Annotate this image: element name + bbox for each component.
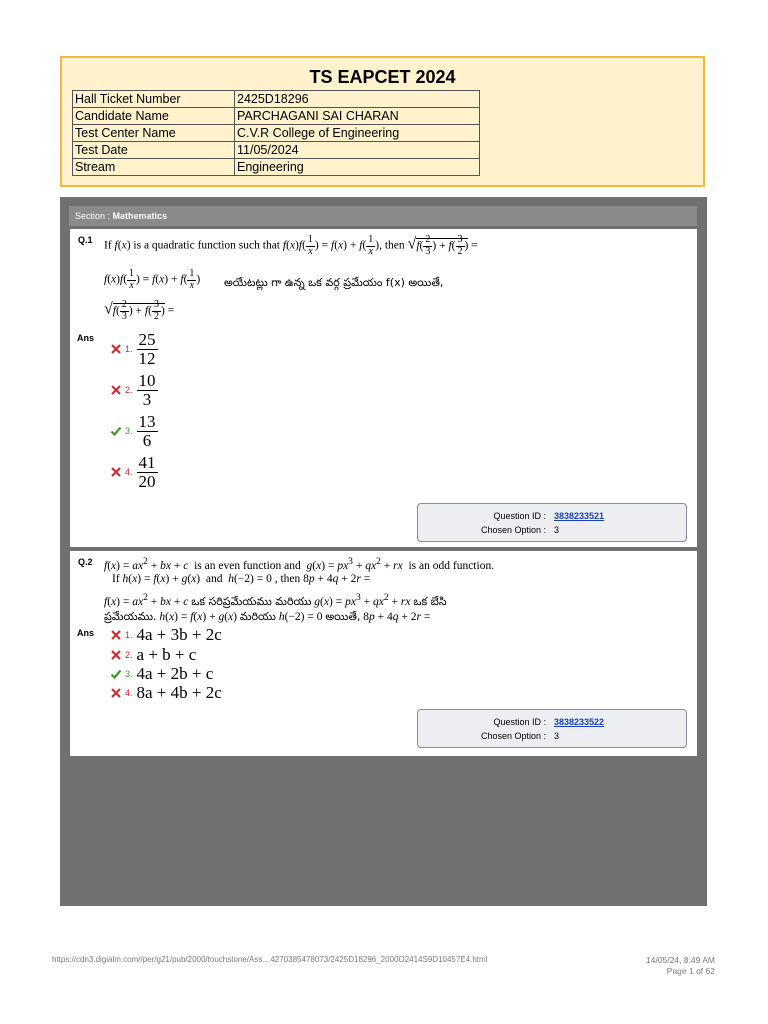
- cross-icon: [110, 629, 122, 641]
- info-label: Stream: [73, 159, 235, 176]
- option-1[interactable]: [110, 625, 222, 645]
- option-3[interactable]: [110, 664, 213, 684]
- checkmark-icon: [110, 668, 122, 680]
- question-id-label: Question ID :: [493, 511, 546, 521]
- question-telugu-math: f(x)f( $\frac{1}{x}$ ) = f(x) + f( $\frac{1}{x}$ ): [104, 268, 201, 291]
- question-card-2: [70, 551, 697, 756]
- option-expression: a + b + c: [136, 645, 197, 664]
- info-row: [73, 125, 480, 142]
- option-4[interactable]: [110, 454, 158, 491]
- cross-icon: [110, 384, 122, 396]
- question-english-text: If f(x) is a quadratic function such that f(x)f( $\frac{1}{x}$ ) = f(x) + f( $\frac{1}{x}$ ), then √f( $\frac{2}{3}$ ) + f( $\frac{3}{2}$ ) =: [104, 234, 478, 257]
- chosen-option-value: 3: [554, 731, 560, 741]
- question-id-label: Question ID :: [493, 717, 546, 727]
- option-expression: 4a + 3b + 2c: [136, 625, 222, 644]
- option-1[interactable]: [110, 331, 158, 368]
- info-row: [73, 108, 480, 125]
- option-number: 3.: [125, 426, 133, 437]
- question-card-1: [70, 229, 697, 547]
- option-fraction: $\frac{10}{3}$: [138, 371, 156, 409]
- question-telugu-line-2: ప్రమేయము. h(x) = f(x) + g(x) మరియు h(−2) = 0 అయితే, 8p + 4q + 2r =: [104, 610, 431, 623]
- option-fraction: $\frac{41}{20}$: [138, 453, 156, 491]
- cross-icon: [110, 343, 122, 355]
- option-fraction: $\frac{13}{6}$: [138, 412, 156, 450]
- option-number: 1.: [125, 344, 133, 355]
- cross-icon: [110, 649, 122, 661]
- question-id-link[interactable]: 3838233521: [554, 511, 605, 521]
- question-telugu-expression: √f( $\frac{2}{3}$ ) + f( $\frac{3}{2}$ ) =: [104, 299, 175, 322]
- option-number: 2.: [125, 650, 133, 660]
- section-header: [69, 206, 697, 226]
- info-value: 11/05/2024: [235, 142, 480, 159]
- question-meta-box: [417, 709, 687, 748]
- info-row: [73, 142, 480, 159]
- section-prefix: Section :: [75, 211, 113, 221]
- candidate-info-table: [72, 90, 480, 176]
- info-value: 2425D18296: [235, 91, 480, 108]
- info-value: PARCHAGANI SAI CHARAN: [235, 108, 480, 125]
- info-label: Hall Ticket Number: [73, 91, 235, 108]
- chosen-option-label: Chosen Option :: [480, 525, 546, 535]
- footer-datetime: 14/05/24, 8:49 AM: [646, 955, 715, 965]
- answers-label: Ans: [77, 333, 95, 343]
- info-value: Engineering: [235, 159, 480, 176]
- chosen-option-value: 3: [554, 525, 560, 535]
- info-value: C.V.R College of Engineering: [235, 125, 480, 142]
- option-number: 4.: [125, 467, 133, 478]
- question-number: Q.1: [78, 235, 93, 245]
- footer-url: https://cdn3.digialm.com//per/g21/pub/2000/touchstone/Ass…4270385478073/2425D18296_2000O2414S9D10457E4.html: [52, 955, 488, 964]
- option-3[interactable]: [110, 413, 158, 450]
- option-expression: 8a + 4b + 2c: [136, 683, 222, 702]
- info-row: [73, 159, 480, 176]
- question-telugu-line-1: $f(x) = ax^2$ + bx + c ఒక సరిప్రమేయము మరియు $g(x) = px^3 + qx^2$ + rx ఒక బేసి: [104, 592, 447, 608]
- info-label: Test Center Name: [73, 125, 235, 142]
- question-meta-box: [417, 503, 687, 542]
- option-2[interactable]: [110, 372, 158, 409]
- option-number: 4.: [125, 688, 133, 698]
- cross-icon: [110, 687, 122, 699]
- info-label: Candidate Name: [73, 108, 235, 125]
- question-id-link[interactable]: 3838233522: [554, 717, 605, 727]
- checkmark-icon: [110, 425, 122, 437]
- info-label: Test Date: [73, 142, 235, 159]
- question-panel: [60, 197, 707, 906]
- question-telugu-text: అయేటట్లు గా ఉన్న ఒక వర్గ ప్రమేయం f(x) అయితే,: [224, 276, 444, 289]
- option-expression: 4a + 2b + c: [136, 664, 214, 683]
- option-4[interactable]: [110, 683, 222, 703]
- question-english-line-2: If h(x) = f(x) + g(x) and h(−2) = 0 , then 8p + 4q + 2r =: [112, 573, 371, 585]
- exam-title: TS EAPCET 2024: [309, 67, 456, 87]
- section-name: Mathematics: [112, 211, 168, 221]
- question-number: Q.2: [78, 557, 93, 567]
- answers-label: Ans: [77, 628, 95, 638]
- option-number: 3.: [125, 669, 133, 679]
- option-number: 1.: [125, 630, 133, 640]
- question-english-line-1: $f(x) = ax^2$ + bx + c is an even function and $g(x) = px^3 + qx^2$ + rx is an odd function.: [104, 556, 495, 572]
- cross-icon: [110, 466, 122, 478]
- page-number: Page 1 of 62: [666, 966, 715, 976]
- info-row: [73, 91, 480, 108]
- candidate-info-card: [60, 56, 705, 187]
- chosen-option-label: Chosen Option :: [480, 731, 546, 741]
- option-2[interactable]: [110, 645, 196, 665]
- option-number: 2.: [125, 385, 133, 396]
- option-fraction: $\frac{25}{12}$: [138, 330, 156, 368]
